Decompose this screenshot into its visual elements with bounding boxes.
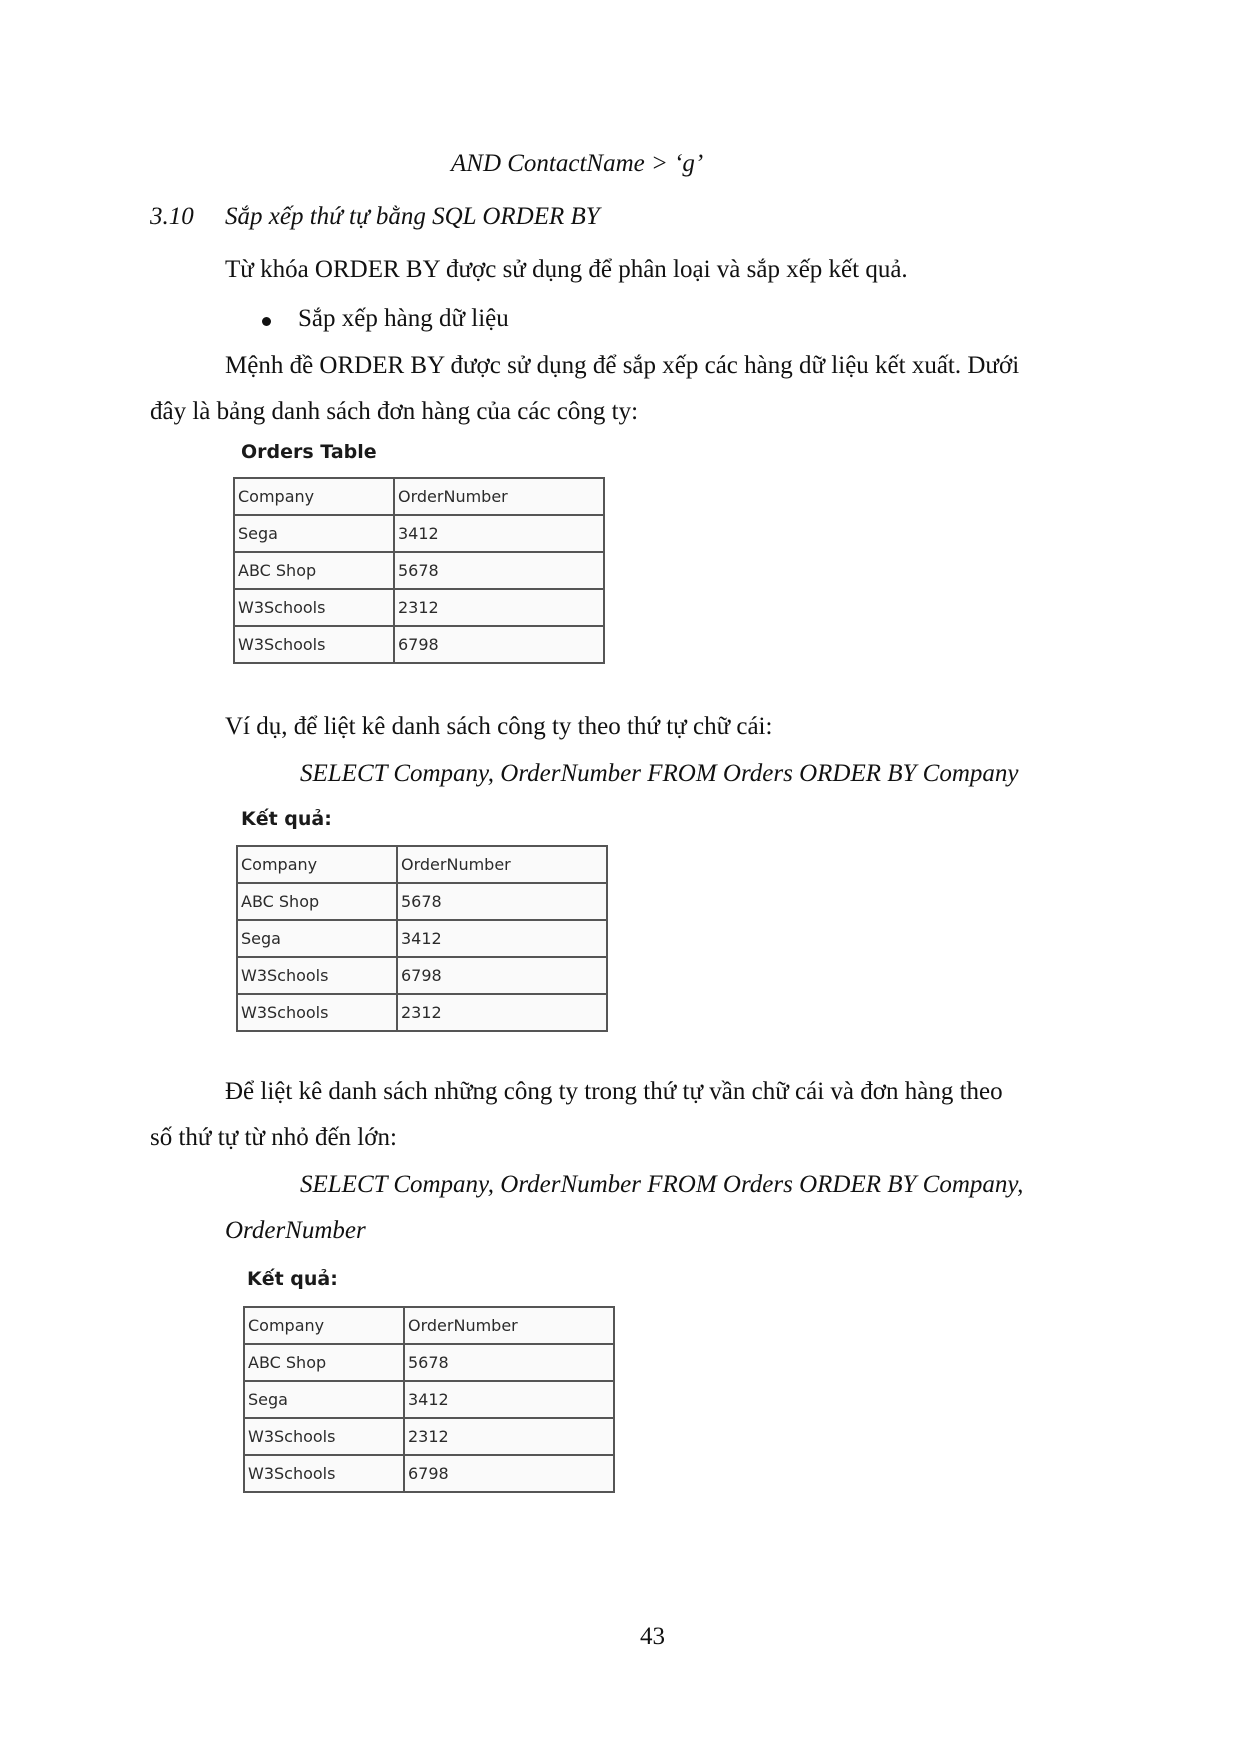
where-clause-continuation: AND ContactName > ‘g’	[451, 150, 704, 177]
table-row	[234, 589, 604, 626]
paragraph-line: Để liệt kê danh sách những công ty trong thứ tự vần chữ cái và đơn hàng theo	[225, 1078, 1003, 1105]
header-cell: Company	[237, 846, 397, 883]
table-row	[237, 920, 607, 957]
table-row	[237, 883, 607, 920]
order-number-cell: 3412	[397, 920, 607, 957]
order-number-cell: 2312	[394, 589, 604, 626]
order-number-cell: 3412	[394, 515, 604, 552]
company-cell: Sega	[234, 515, 394, 552]
table-row	[234, 626, 604, 663]
section-title: Sắp xếp thứ tự bằng SQL ORDER BY	[225, 203, 600, 230]
company-cell: W3Schools	[237, 994, 397, 1031]
company-cell: ABC Shop	[237, 883, 397, 920]
order-number-cell: 5678	[394, 552, 604, 589]
section-number: 3.10	[150, 203, 194, 230]
table-row	[244, 1418, 614, 1455]
order-number-cell: 2312	[397, 994, 607, 1031]
header-cell: OrderNumber	[397, 846, 607, 883]
order-number-cell: 2312	[404, 1418, 614, 1455]
example-paragraph: Ví dụ, để liệt kê danh sách công ty theo thứ tự chữ cái:	[225, 713, 773, 740]
paragraph-line: Mệnh đề ORDER BY được sử dụng để sắp xếp các hàng dữ liệu kết xuất. Dưới	[225, 352, 1020, 379]
header-cell: Company	[234, 478, 394, 515]
table-row	[244, 1381, 614, 1418]
order-number-cell: 6798	[394, 626, 604, 663]
page-number: 43	[640, 1623, 665, 1650]
bullet-icon	[262, 317, 271, 326]
table-header-row	[244, 1307, 614, 1344]
sql-query-continuation: OrderNumber	[225, 1217, 366, 1244]
order-number-cell: 6798	[404, 1455, 614, 1492]
table-row	[234, 552, 604, 589]
table-row	[244, 1455, 614, 1492]
order-number-cell: 3412	[404, 1381, 614, 1418]
sql-query: SELECT Company, OrderNumber FROM Orders ORDER BY Company,	[300, 1171, 1024, 1198]
paragraph-line: đây là bảng danh sách đơn hàng của các công ty:	[150, 398, 639, 425]
table-row	[237, 994, 607, 1031]
table-row	[237, 957, 607, 994]
company-cell: W3Schools	[234, 589, 394, 626]
order-number-cell: 5678	[404, 1344, 614, 1381]
orders-table	[233, 477, 605, 664]
paragraph-line: số thứ tự từ nhỏ đến lớn:	[150, 1124, 397, 1151]
table-header-row	[237, 846, 607, 883]
sql-query: SELECT Company, OrderNumber FROM Orders ORDER BY Company	[300, 760, 1019, 787]
result-table	[243, 1306, 615, 1493]
bullet-item: Sắp xếp hàng dữ liệu	[298, 305, 509, 332]
table-row	[244, 1344, 614, 1381]
company-cell: W3Schools	[244, 1455, 404, 1492]
company-cell: Sega	[237, 920, 397, 957]
order-number-cell: 5678	[397, 883, 607, 920]
table-caption: Kết quả:	[241, 808, 332, 830]
header-cell: OrderNumber	[394, 478, 604, 515]
company-cell: Sega	[244, 1381, 404, 1418]
company-cell: ABC Shop	[234, 552, 394, 589]
order-number-cell: 6798	[397, 957, 607, 994]
company-cell: W3Schools	[244, 1418, 404, 1455]
table-caption: Orders Table	[241, 441, 377, 463]
result-table	[236, 845, 608, 1032]
table-row	[234, 515, 604, 552]
table-caption: Kết quả:	[247, 1268, 338, 1290]
company-cell: W3Schools	[234, 626, 394, 663]
intro-paragraph: Từ khóa ORDER BY được sử dụng để phân loại và sắp xếp kết quả.	[225, 256, 908, 283]
company-cell: W3Schools	[237, 957, 397, 994]
header-cell: OrderNumber	[404, 1307, 614, 1344]
header-cell: Company	[244, 1307, 404, 1344]
table-header-row	[234, 478, 604, 515]
company-cell: ABC Shop	[244, 1344, 404, 1381]
